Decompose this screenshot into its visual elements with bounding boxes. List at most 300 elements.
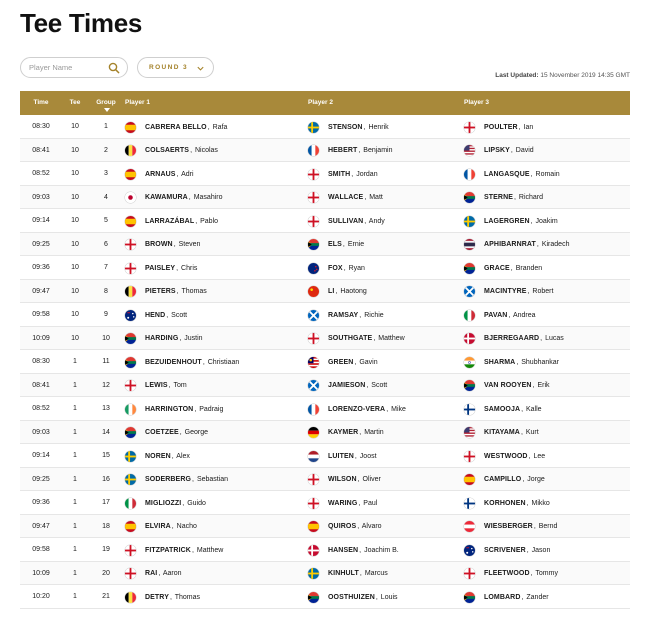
player-last-name: QUIROS xyxy=(328,523,357,530)
player-1[interactable] xyxy=(125,474,228,485)
player-first-name: Martin xyxy=(364,429,384,436)
player-2[interactable] xyxy=(308,263,365,274)
flag-za-icon xyxy=(464,192,475,203)
player-last-name: KINHULT xyxy=(328,570,359,577)
player-name[interactable] xyxy=(484,523,557,530)
tee-time: 09:36 xyxy=(32,264,50,271)
flag-se-icon xyxy=(125,474,136,485)
player-name[interactable] xyxy=(484,406,542,413)
flag-se-icon xyxy=(308,122,319,133)
player-name[interactable] xyxy=(484,359,559,366)
flag-fi-icon xyxy=(464,498,475,509)
player-3[interactable] xyxy=(464,169,560,180)
player-name[interactable] xyxy=(328,547,399,554)
flag-it-icon xyxy=(125,498,136,509)
player-name[interactable] xyxy=(145,124,227,131)
player-name[interactable] xyxy=(145,312,187,319)
player-first-name: Ernie xyxy=(347,241,365,248)
player-name[interactable] xyxy=(484,453,545,460)
player-first-name: Marcus xyxy=(364,570,388,577)
name-separator: , xyxy=(526,499,529,507)
player-name[interactable] xyxy=(145,218,218,225)
table-row xyxy=(20,515,630,539)
player-name[interactable] xyxy=(484,218,558,225)
player-first-name: Adri xyxy=(181,170,194,178)
player-first-name: Justin xyxy=(184,335,203,342)
player-1[interactable] xyxy=(125,263,197,274)
col-header-player1: Player 1 xyxy=(125,99,150,106)
player-2[interactable] xyxy=(308,333,405,344)
player-3[interactable] xyxy=(464,357,559,368)
player-3[interactable] xyxy=(464,568,558,579)
flag-en-icon xyxy=(308,192,319,203)
player-name[interactable] xyxy=(328,241,364,248)
player-name[interactable] xyxy=(328,265,365,272)
player-last-name: LANGASQUE xyxy=(484,170,530,178)
player-first-name: Haotong xyxy=(340,288,367,295)
sort-down-icon[interactable] xyxy=(104,108,110,112)
flag-se-icon xyxy=(308,568,319,579)
player-name[interactable] xyxy=(145,335,203,342)
player-name[interactable] xyxy=(484,288,553,295)
player-3[interactable] xyxy=(464,521,557,532)
player-2[interactable] xyxy=(308,521,382,532)
player-last-name: OOSTHUIZEN xyxy=(328,593,375,601)
player-last-name: MIGLIOZZI xyxy=(145,499,182,507)
tee-time: 09:25 xyxy=(32,475,50,483)
player-2[interactable] xyxy=(308,474,381,485)
player-name[interactable] xyxy=(328,500,377,507)
player-name[interactable] xyxy=(145,382,187,389)
flag-th-icon xyxy=(464,239,475,250)
player-last-name: MACINTYRE xyxy=(484,288,527,295)
player-last-name: COLSAERTS xyxy=(145,147,190,154)
player-first-name: Matt xyxy=(369,194,383,201)
player-name[interactable] xyxy=(145,594,200,601)
player-first-name: David xyxy=(515,147,534,154)
tee-time: 10:20 xyxy=(32,593,50,600)
name-separator: , xyxy=(366,382,369,389)
flag-jp-icon xyxy=(125,192,136,203)
player-last-name: WIESBERGER xyxy=(484,523,533,530)
player-1[interactable] xyxy=(125,592,200,603)
player-first-name: Joost xyxy=(359,452,377,460)
player-first-name: Pablo xyxy=(200,217,219,225)
player-1[interactable] xyxy=(125,357,239,368)
col-header-time[interactable]: Time xyxy=(33,99,49,106)
player-3[interactable] xyxy=(464,216,558,227)
player-name[interactable] xyxy=(328,523,382,530)
player-3[interactable] xyxy=(464,451,545,462)
player-1[interactable] xyxy=(125,545,223,556)
name-separator: , xyxy=(364,217,367,225)
flag-nz-icon xyxy=(308,263,319,274)
name-separator: , xyxy=(176,288,179,295)
round-select[interactable] xyxy=(137,57,214,78)
player-first-name: Tommy xyxy=(535,570,558,577)
player-name[interactable] xyxy=(484,194,543,201)
player-3[interactable] xyxy=(464,192,543,203)
flag-es-icon xyxy=(125,521,136,532)
player-name[interactable] xyxy=(145,406,223,413)
name-separator: , xyxy=(532,382,535,389)
player-1[interactable] xyxy=(125,169,194,180)
player-first-name: Kalle xyxy=(526,405,542,413)
player-last-name: SODERBERG xyxy=(145,476,192,483)
player-last-name: KORHONEN xyxy=(484,499,526,507)
player-2[interactable] xyxy=(308,451,377,462)
player-name[interactable] xyxy=(328,194,383,201)
player-last-name: KITAYAMA xyxy=(484,429,520,436)
player-name[interactable] xyxy=(145,523,197,530)
player-name[interactable] xyxy=(328,288,367,295)
player-last-name: SMITH xyxy=(328,170,351,178)
player-first-name: Zander xyxy=(526,593,549,601)
flag-de-icon xyxy=(308,427,319,438)
player-name[interactable] xyxy=(328,594,398,601)
chevron-down-icon xyxy=(196,64,205,73)
player-2[interactable] xyxy=(308,145,392,156)
player-name[interactable] xyxy=(145,241,200,248)
player-3[interactable] xyxy=(464,474,545,485)
player-1[interactable] xyxy=(125,404,223,415)
flag-at-icon xyxy=(464,521,475,532)
player-last-name: DETRY xyxy=(145,593,169,601)
flag-dk-icon xyxy=(308,545,319,556)
flag-en-icon xyxy=(125,239,136,250)
tee-number: 1 xyxy=(73,546,77,553)
player-first-name: Aaron xyxy=(162,570,182,577)
player-name[interactable] xyxy=(484,335,564,342)
player-3[interactable] xyxy=(464,286,553,297)
player-3[interactable] xyxy=(464,404,542,415)
table-row xyxy=(20,280,630,304)
table-row xyxy=(20,162,630,186)
player-name[interactable] xyxy=(145,265,197,272)
player-1[interactable] xyxy=(125,192,223,203)
player-3[interactable] xyxy=(464,380,550,391)
player-first-name: Matthew xyxy=(378,335,405,342)
name-separator: , xyxy=(364,194,367,201)
table-row xyxy=(20,139,630,163)
player-last-name: HARRINGTON xyxy=(145,405,194,413)
player-name[interactable] xyxy=(484,476,545,483)
table-row xyxy=(20,256,630,280)
player-name[interactable] xyxy=(328,406,406,413)
player-name[interactable] xyxy=(484,570,558,577)
tee-number: 1 xyxy=(73,381,77,389)
player-name[interactable] xyxy=(328,312,384,319)
tee-number: 10 xyxy=(71,287,79,295)
name-separator: , xyxy=(358,147,361,154)
player-first-name: Bernd xyxy=(538,523,558,530)
player-first-name: George xyxy=(184,429,209,436)
player-1[interactable] xyxy=(125,145,218,156)
player-3[interactable] xyxy=(464,545,550,556)
player-2[interactable] xyxy=(308,216,385,227)
flag-fr-icon xyxy=(308,404,319,415)
player-2[interactable] xyxy=(308,592,398,603)
flag-za-icon xyxy=(125,357,136,368)
player-1[interactable] xyxy=(125,239,200,250)
player-name[interactable] xyxy=(145,570,182,577)
group-number: 11 xyxy=(102,358,110,365)
player-2[interactable] xyxy=(308,192,383,203)
player-first-name: Chris xyxy=(181,264,198,272)
tee-number: 10 xyxy=(71,334,79,342)
player-name[interactable] xyxy=(145,453,190,460)
player-name[interactable] xyxy=(145,429,208,436)
player-last-name: CABRERA BELLO xyxy=(145,123,207,131)
player-first-name: Benjamin xyxy=(363,147,393,154)
group-number: 16 xyxy=(102,475,110,483)
player-name[interactable] xyxy=(145,547,223,554)
player-name[interactable] xyxy=(328,382,387,389)
player-3[interactable] xyxy=(464,333,564,344)
player-first-name: Thomas xyxy=(174,593,201,601)
name-separator: , xyxy=(168,382,171,389)
player-first-name: Richie xyxy=(364,311,384,319)
player-name[interactable] xyxy=(328,147,392,154)
player-last-name: PAISLEY xyxy=(145,264,176,272)
player-2[interactable] xyxy=(308,122,389,133)
player-1[interactable] xyxy=(125,380,187,391)
player-last-name: LARRAZÁBAL xyxy=(145,217,195,225)
player-last-name: APHIBARNRAT xyxy=(484,241,536,248)
player-name[interactable] xyxy=(145,171,194,178)
player-last-name: KAWAMURA xyxy=(145,194,188,201)
tee-number: 1 xyxy=(73,452,77,459)
player-2[interactable] xyxy=(308,568,388,579)
name-separator: , xyxy=(166,311,169,319)
player-1[interactable] xyxy=(125,122,227,133)
player-1[interactable] xyxy=(125,310,187,321)
player-name[interactable] xyxy=(484,382,550,389)
player-name[interactable] xyxy=(145,147,218,154)
player-first-name: Joakim xyxy=(535,217,558,225)
player-name[interactable] xyxy=(328,476,381,483)
player-name[interactable] xyxy=(484,500,550,507)
name-separator: , xyxy=(357,523,360,530)
name-separator: , xyxy=(171,452,174,460)
table-row xyxy=(20,327,630,351)
table-row xyxy=(20,186,630,210)
flag-it-icon xyxy=(464,310,475,321)
player-first-name: Christiaan xyxy=(207,358,240,366)
flag-sc-icon xyxy=(464,286,475,297)
player-last-name: FLEETWOOD xyxy=(484,570,530,577)
name-separator: , xyxy=(351,170,354,178)
name-separator: , xyxy=(354,452,357,460)
flag-en-icon xyxy=(308,474,319,485)
tee-time: 09:47 xyxy=(32,522,50,530)
round-select-label: ROUND 3 xyxy=(149,64,189,71)
table-row xyxy=(20,468,630,492)
tee-time: 10:09 xyxy=(32,334,50,342)
player-first-name: Rafa xyxy=(212,123,228,131)
player-search-input[interactable] xyxy=(29,63,109,72)
player-name[interactable] xyxy=(484,312,536,319)
tee-number: 10 xyxy=(71,217,79,224)
player-2[interactable] xyxy=(308,357,378,368)
flag-za-icon xyxy=(308,592,319,603)
name-separator: , xyxy=(173,241,176,248)
table-row xyxy=(20,562,630,586)
name-separator: , xyxy=(514,194,516,201)
player-last-name: LUITEN xyxy=(328,452,354,460)
player-name[interactable] xyxy=(484,547,550,554)
tee-time: 09:14 xyxy=(32,452,50,459)
player-first-name: Thomas xyxy=(181,288,207,295)
name-separator: , xyxy=(526,546,529,554)
player-1[interactable] xyxy=(125,521,197,532)
group-number: 4 xyxy=(104,193,108,201)
player-last-name: BROWN xyxy=(145,241,173,248)
player-name[interactable] xyxy=(145,476,228,483)
player-2[interactable] xyxy=(308,498,377,509)
player-first-name: Shubhankar xyxy=(521,358,559,366)
player-1[interactable] xyxy=(125,568,182,579)
col-header-group[interactable]: Group xyxy=(96,99,116,106)
player-first-name: Lucas xyxy=(545,335,564,342)
tee-number: 1 xyxy=(73,522,77,530)
flag-us-icon xyxy=(464,427,475,438)
player-first-name: Jason xyxy=(531,546,551,554)
group-number: 21 xyxy=(102,593,110,600)
player-1[interactable] xyxy=(125,216,218,227)
flag-za-icon xyxy=(464,380,475,391)
player-name[interactable] xyxy=(145,288,207,295)
table-row xyxy=(20,374,630,398)
player-name[interactable] xyxy=(484,429,539,436)
player-3[interactable] xyxy=(464,498,550,509)
search-icon[interactable] xyxy=(108,62,120,74)
player-name[interactable] xyxy=(328,429,384,436)
player-last-name: LOMBARD xyxy=(484,593,521,601)
name-separator: , xyxy=(510,264,513,272)
player-last-name: ELVIRA xyxy=(145,523,171,530)
player-name[interactable] xyxy=(328,570,388,577)
player-last-name: COETZEE xyxy=(145,429,179,436)
name-separator: , xyxy=(386,405,389,413)
tee-time: 08:30 xyxy=(32,123,50,130)
flag-au-icon xyxy=(125,310,136,321)
name-separator: , xyxy=(521,405,524,413)
player-2[interactable] xyxy=(308,286,367,297)
player-3[interactable] xyxy=(464,263,542,274)
player-2[interactable] xyxy=(308,545,399,556)
player-name[interactable] xyxy=(484,124,533,131)
tee-time: 08:41 xyxy=(32,146,50,154)
player-2[interactable] xyxy=(308,404,406,415)
name-separator: , xyxy=(176,170,179,178)
player-name[interactable] xyxy=(145,359,239,366)
player-name[interactable] xyxy=(328,124,389,131)
player-name[interactable] xyxy=(328,359,378,366)
player-1[interactable] xyxy=(125,498,206,509)
player-1[interactable] xyxy=(125,451,190,462)
table-row xyxy=(20,303,630,327)
player-name[interactable] xyxy=(145,500,206,507)
player-first-name: Gavin xyxy=(359,358,378,366)
player-name[interactable] xyxy=(328,171,378,178)
player-name[interactable] xyxy=(484,265,542,272)
flag-fr-icon xyxy=(308,145,319,156)
player-3[interactable] xyxy=(464,239,569,250)
player-name[interactable] xyxy=(328,453,377,460)
tee-number: 1 xyxy=(73,358,77,365)
name-separator: , xyxy=(363,123,366,131)
player-name[interactable] xyxy=(484,594,549,601)
player-first-name: Louis xyxy=(380,593,398,601)
group-number: 17 xyxy=(102,499,110,506)
table-row xyxy=(20,491,630,515)
flag-za-icon xyxy=(464,263,475,274)
player-name[interactable] xyxy=(328,218,385,225)
tee-time: 09:14 xyxy=(32,217,50,224)
player-name[interactable] xyxy=(484,241,569,248)
player-first-name: Scott xyxy=(371,382,388,389)
player-last-name: POULTER xyxy=(484,123,518,131)
player-name[interactable] xyxy=(484,171,560,178)
player-last-name: HEND xyxy=(145,311,166,319)
name-separator: , xyxy=(191,546,194,554)
name-separator: , xyxy=(358,499,361,507)
table-row xyxy=(20,397,630,421)
player-first-name: Romain xyxy=(535,170,560,178)
player-1[interactable] xyxy=(125,286,207,297)
player-2[interactable] xyxy=(308,239,364,250)
name-separator: , xyxy=(533,523,536,530)
player-3[interactable] xyxy=(464,310,536,321)
last-updated xyxy=(495,72,630,79)
tee-number: 1 xyxy=(73,428,77,436)
player-1[interactable] xyxy=(125,427,208,438)
flag-en-icon xyxy=(308,216,319,227)
player-2[interactable] xyxy=(308,427,384,438)
player-last-name: HEBERT xyxy=(328,147,358,154)
player-2[interactable] xyxy=(308,169,378,180)
flag-en-icon xyxy=(125,545,136,556)
table-row xyxy=(20,350,630,374)
group-number: 2 xyxy=(104,146,108,154)
tee-number: 10 xyxy=(71,193,79,201)
player-2[interactable] xyxy=(308,380,387,391)
search-box[interactable] xyxy=(20,57,128,78)
player-3[interactable] xyxy=(464,122,533,133)
player-3[interactable] xyxy=(464,145,534,156)
tee-time: 09:47 xyxy=(32,287,50,295)
flag-es-icon xyxy=(125,169,136,180)
tee-time: 09:58 xyxy=(32,546,50,553)
flag-cn-icon xyxy=(308,286,319,297)
player-2[interactable] xyxy=(308,310,384,321)
player-3[interactable] xyxy=(464,427,539,438)
player-name[interactable] xyxy=(328,335,405,342)
player-1[interactable] xyxy=(125,333,203,344)
player-first-name: Paul xyxy=(363,499,378,507)
player-3[interactable] xyxy=(464,592,549,603)
player-name[interactable] xyxy=(145,194,223,201)
flag-za-icon xyxy=(125,333,136,344)
player-last-name: LIPSKY xyxy=(484,147,510,154)
player-name[interactable] xyxy=(484,147,534,154)
group-number: 10 xyxy=(102,334,110,342)
player-last-name: STENSON xyxy=(328,123,363,131)
page-title: Tee Times xyxy=(20,8,143,38)
col-header-tee[interactable]: Tee xyxy=(69,99,81,106)
player-first-name: Jordan xyxy=(356,170,378,178)
